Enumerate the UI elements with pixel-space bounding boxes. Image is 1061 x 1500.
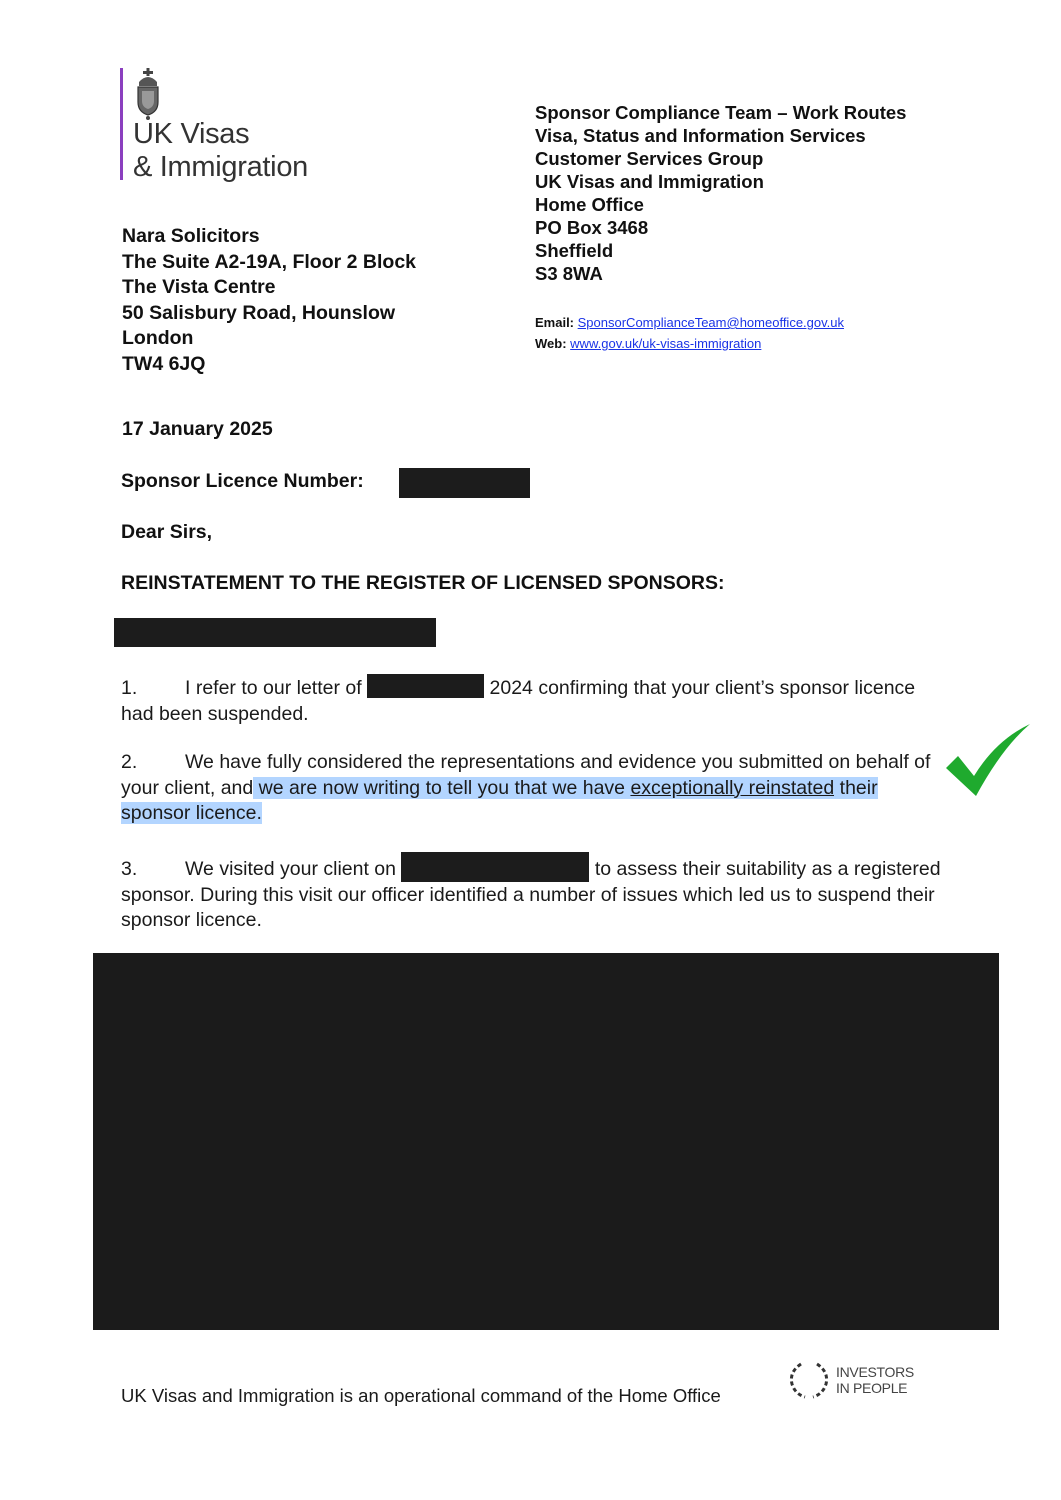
investors-in-people-logo	[836, 1364, 914, 1396]
email-link[interactable]: SponsorComplianceTeam@homeoffice.gov.uk	[577, 315, 844, 330]
sender-line: Sheffield	[535, 240, 614, 261]
web-link[interactable]: www.gov.uk/uk-visas-immigration	[570, 336, 762, 351]
paragraph-number: 1.	[121, 677, 138, 699]
sender-line: Sponsor Compliance Team – Work Routes	[535, 102, 907, 123]
green-checkmark-icon	[944, 722, 1032, 798]
email-label: Email:	[535, 315, 575, 330]
paragraph-number: 3.	[121, 858, 138, 880]
sender-line: UK Visas and Immigration	[535, 171, 764, 192]
logo-line-2: & Immigration	[133, 151, 308, 183]
sender-line: Visa, Status and Information Services	[535, 125, 866, 146]
paragraph-2	[121, 750, 951, 827]
paragraph-text: to assess their suitability as a registered sponsor. During this visit our officer identified a number of issues which led us to suspend their sponsor licence.	[121, 858, 941, 931]
paragraph-text: We have fully considered the representations and evidence you submitted on behalf of your client, and	[121, 751, 931, 799]
recipient-line: The Vista Centre	[122, 276, 276, 298]
web-label: Web:	[535, 336, 567, 351]
sender-line: S3 8WA	[535, 263, 603, 284]
licence-label: Sponsor Licence Number:	[121, 470, 364, 492]
highlighted-text: we are now writing to tell you that we have	[253, 776, 631, 799]
redaction-block	[401, 852, 589, 882]
logo-line-1: UK Visas	[133, 118, 250, 150]
paragraph-number: 2.	[121, 751, 138, 773]
paragraph-1	[121, 674, 951, 727]
sponsor-licence-number	[121, 470, 364, 493]
recipient-address	[122, 224, 416, 377]
investors-in-people-wreath-icon	[787, 1358, 831, 1400]
recipient-line: London	[122, 327, 194, 349]
sender-line: Home Office	[535, 194, 644, 215]
redaction-block	[114, 618, 436, 647]
redaction-block	[399, 468, 530, 498]
recipient-line: Nara Solicitors	[122, 225, 260, 247]
redaction-block-large	[93, 953, 999, 1330]
redaction-block	[367, 674, 484, 698]
recipient-line: 50 Salisbury Road, Hounslow	[122, 301, 396, 324]
logo-wordmark	[133, 118, 308, 184]
sender-contact	[535, 312, 844, 354]
letter-heading: REINSTATEMENT TO THE REGISTER OF LICENSED SPONSORS:	[121, 572, 725, 594]
underlined-text: exceptionally reinstated	[630, 776, 835, 799]
highlighted-text: their sponsor licence.	[121, 776, 878, 824]
iip-line-2: IN PEOPLE	[836, 1380, 908, 1396]
paragraph-text: 2024 confirming that your client’s sponsor licence had been suspended.	[121, 677, 916, 725]
paragraph-text: I refer to our letter of	[185, 677, 362, 699]
sender-line: PO Box 3468	[535, 217, 649, 238]
sender-line: Customer Services Group	[535, 148, 764, 169]
sender-address	[535, 101, 906, 285]
logo-accent-bar	[120, 68, 123, 180]
royal-crest-icon	[133, 68, 163, 120]
letter-date: 17 January 2025	[122, 418, 273, 440]
recipient-line: The Suite A2-19A, Floor 2 Block	[122, 250, 417, 273]
paragraph-text: We visited your client on	[185, 858, 396, 880]
greeting: Dear Sirs,	[121, 521, 213, 543]
recipient-line: TW4 6JQ	[122, 352, 206, 375]
footer-text: UK Visas and Immigration is an operational command of the Home Office	[121, 1385, 721, 1406]
iip-line-1: INVESTORS	[836, 1364, 914, 1380]
paragraph-3	[121, 852, 951, 934]
